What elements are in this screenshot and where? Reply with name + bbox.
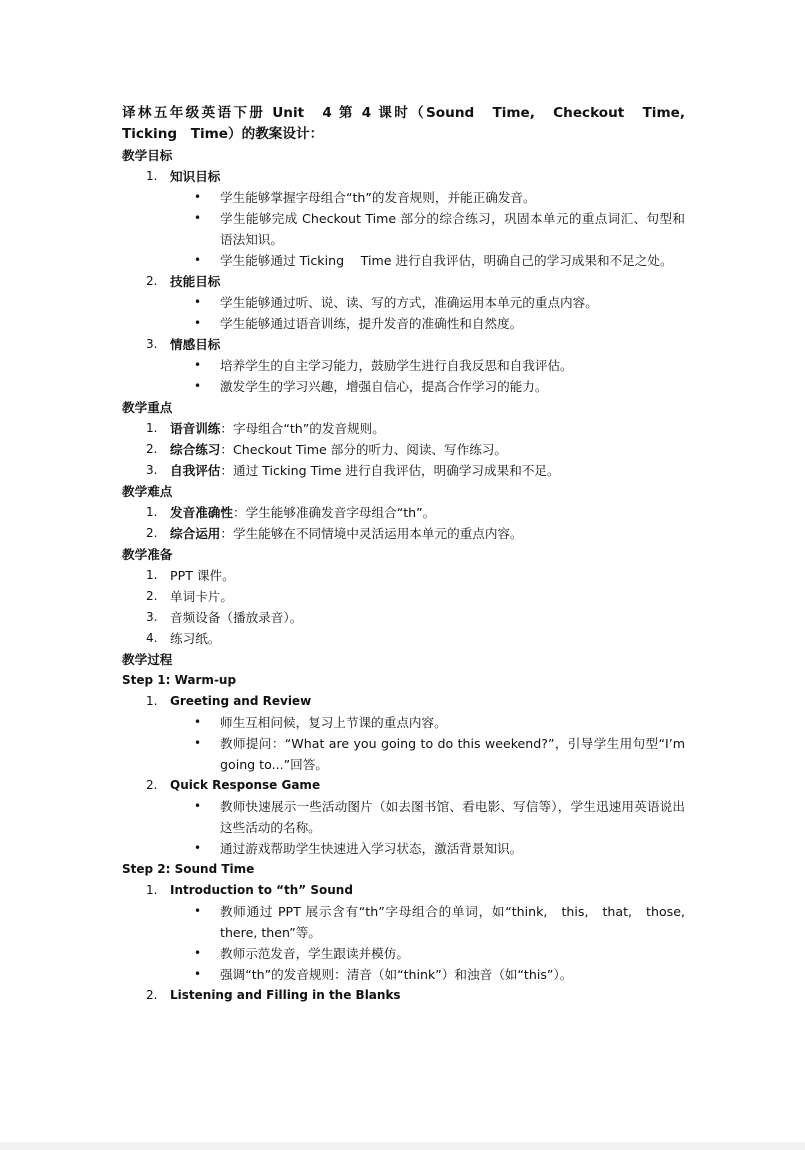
list-number: 1.: [146, 169, 158, 183]
bullet-item: [122, 796, 685, 838]
document-title: 译林五年级英语下册 Unit 4 第 4 课时（Sound Time, Checkout Time, Ticking Time）的教案设计：: [122, 105, 699, 142]
list-item: [122, 607, 685, 628]
list-item: [122, 628, 685, 649]
bullet-item: [122, 292, 685, 313]
bullet-item: [122, 355, 685, 376]
item-text: 单词卡片。: [170, 589, 233, 604]
bullet-item: [122, 313, 685, 334]
section-heading-difficulties: 教学难点: [122, 484, 173, 499]
activity-label: Greeting and Review: [170, 694, 312, 708]
list-item: [122, 586, 685, 607]
list-item: [122, 439, 685, 460]
bullet-dot-icon: •: [194, 358, 202, 372]
objective-group: [122, 271, 685, 292]
bullet-dot-icon: •: [194, 799, 202, 813]
bullet-dot-icon: •: [194, 253, 202, 267]
bullet-item: [122, 208, 685, 250]
item-label: 语音训练: [170, 421, 221, 436]
objective-group: [122, 166, 685, 187]
bullet-item: [122, 250, 685, 271]
bullet-item: [122, 712, 685, 733]
list-item: [122, 523, 685, 544]
bullet-text: 教师通过 PPT 展示含有“th”字母组合的单词，如“think, this, that, those, there, then”等。: [220, 904, 685, 940]
bullet-text: 通过游戏帮助学生快速进入学习状态，激活背景知识。: [220, 841, 523, 856]
activity-label: Introduction to “th” Sound: [170, 883, 353, 897]
item-label: 发音准确性: [170, 505, 233, 520]
list-number: 2.: [146, 778, 158, 792]
page-bottom-band: [0, 1142, 805, 1150]
bullet-text: 学生能够通过听、说、读、写的方式，准确运用本单元的重点内容。: [220, 295, 598, 310]
item-label: 综合运用: [170, 526, 221, 541]
objective-group: [122, 334, 685, 355]
bullet-text: 教师提问：“What are you going to do this weekend?”，引导学生用句型“I’m going to...”回答。: [220, 736, 685, 772]
list-number: 1.: [146, 421, 158, 435]
bullet-dot-icon: •: [194, 316, 202, 330]
list-number: 2.: [146, 274, 158, 288]
document-body: [122, 103, 699, 1006]
bullet-item: [122, 838, 685, 859]
section-heading-process: 教学过程: [122, 652, 173, 667]
objective-label: 知识目标: [170, 169, 221, 184]
activity-label: Listening and Filling in the Blanks: [170, 988, 401, 1002]
bullet-text: 强调“th”的发音规则：清音（如“think”）和浊音（如“this”）。: [220, 967, 573, 982]
bullet-text: 学生能够完成 Checkout Time 部分的综合练习，巩固本单元的重点词汇、句型和语法知识。: [220, 211, 685, 247]
item-label: 综合练习: [170, 442, 221, 457]
list-item: [122, 460, 685, 481]
item-text: ：通过 Ticking Time 进行自我评估，明确学习成果和不足。: [220, 463, 560, 478]
list-number: 1.: [146, 883, 158, 897]
section-heading-key-points: 教学重点: [122, 400, 173, 415]
activity-item: [122, 985, 685, 1006]
list-number: 2.: [146, 589, 158, 603]
bullet-text: 教师示范发音，学生跟读并模仿。: [220, 946, 409, 961]
bullet-dot-icon: •: [194, 295, 202, 309]
section-heading-objectives: 教学目标: [122, 148, 173, 163]
objective-label: 情感目标: [170, 337, 221, 352]
activity-label: Quick Response Game: [170, 778, 321, 792]
bullet-item: [122, 733, 685, 775]
list-number: 1.: [146, 505, 158, 519]
step-title: Step 1: Warm-up: [122, 673, 237, 687]
bullet-dot-icon: •: [194, 736, 202, 750]
activity-item: [122, 880, 685, 901]
bullet-text: 师生互相问候，复习上节课的重点内容。: [220, 715, 447, 730]
list-number: 2.: [146, 442, 158, 456]
bullet-text: 教师快速展示一些活动图片（如去图书馆、看电影、写信等），学生迅速用英语说出这些活动的名称。: [220, 799, 685, 835]
item-text: ：学生能够准确发音字母组合“th”。: [232, 505, 436, 520]
item-text: PPT 课件。: [170, 568, 235, 583]
list-number: 3.: [146, 610, 158, 624]
activity-item: [122, 691, 685, 712]
step-title: Step 2: Sound Time: [122, 862, 255, 876]
bullet-dot-icon: •: [194, 190, 202, 204]
bullet-text: 学生能够通过 Ticking Time 进行自我评估，明确自己的学习成果和不足之处。: [220, 253, 673, 268]
item-text: ：字母组合“th”的发音规则。: [220, 421, 385, 436]
bullet-dot-icon: •: [194, 379, 202, 393]
list-item: [122, 565, 685, 586]
bullet-text: 学生能够通过语音训练，提升发音的准确性和自然度。: [220, 316, 523, 331]
bullet-item: [122, 964, 685, 985]
bullet-dot-icon: •: [194, 967, 202, 981]
bullet-dot-icon: •: [194, 841, 202, 855]
list-number: 2.: [146, 988, 158, 1002]
list-number: 1.: [146, 568, 158, 582]
bullet-item: [122, 901, 685, 943]
list-item: [122, 502, 685, 523]
list-number: 3.: [146, 463, 158, 477]
section-heading-preparation: 教学准备: [122, 547, 173, 562]
item-text: ：Checkout Time 部分的听力、阅读、写作练习。: [220, 442, 508, 457]
item-text: 音频设备（播放录音）。: [170, 610, 303, 625]
list-item: [122, 418, 685, 439]
list-number: 3.: [146, 337, 158, 351]
bullet-item: [122, 943, 685, 964]
item-text: ：学生能够在不同情境中灵活运用本单元的重点内容。: [220, 526, 523, 541]
bullet-text: 培养学生的自主学习能力，鼓励学生进行自我反思和自我评估。: [220, 358, 573, 373]
bullet-dot-icon: •: [194, 715, 202, 729]
bullet-item: [122, 187, 685, 208]
bullet-dot-icon: •: [194, 211, 202, 225]
bullet-text: 学生能够掌握字母组合“th”的发音规则，并能正确发音。: [220, 190, 536, 205]
bullet-item: [122, 376, 685, 397]
bullet-dot-icon: •: [194, 904, 202, 918]
list-number: 2.: [146, 526, 158, 540]
activity-item: [122, 775, 685, 796]
bullet-text: 激发学生的学习兴趣，增强自信心，提高合作学习的能力。: [220, 379, 548, 394]
bullet-dot-icon: •: [194, 946, 202, 960]
list-number: 1.: [146, 694, 158, 708]
item-label: 自我评估: [170, 463, 221, 478]
item-text: 练习纸。: [170, 631, 221, 646]
list-number: 4.: [146, 631, 158, 645]
objective-label: 技能目标: [170, 274, 221, 289]
